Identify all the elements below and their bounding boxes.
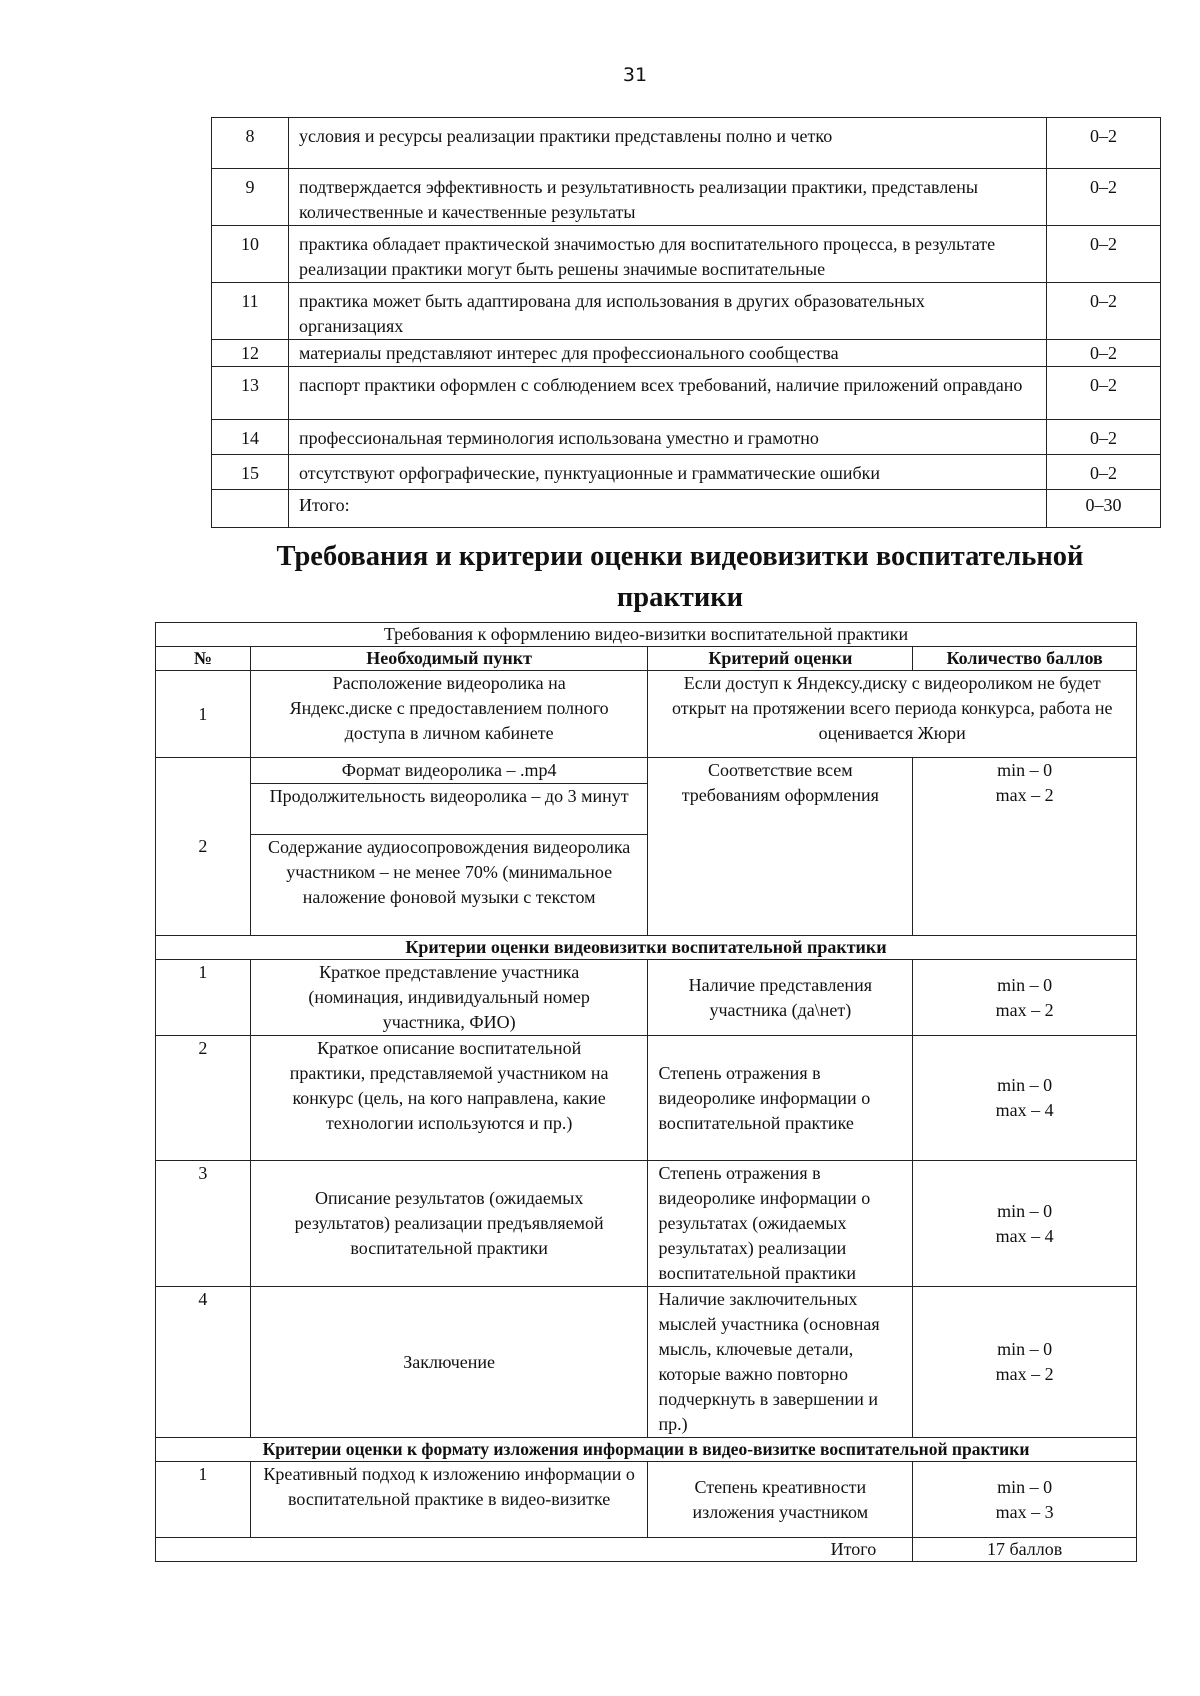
item-text: Краткое описание воспитательной практики, представляемой участником на конкурс (цель, на кого направлена, какие технологии используются и пр.) [250, 1036, 648, 1161]
points-cell [913, 960, 1137, 1036]
item-stack [250, 758, 648, 936]
column-header-number: № [156, 647, 251, 671]
points-min: min – 0 [997, 1476, 1053, 1497]
item-text: Формат видеоролика – .mp4 [251, 758, 648, 784]
item-text: Расположение видеоролика на Яндекс.диске с предоставлением полного доступа в личном кабинете [250, 671, 648, 758]
total-label: Итого: [289, 490, 1047, 528]
video-card-table [155, 622, 1137, 1562]
criterion-text: Степень отражения в видеоролике информации о результатах (ожидаемых результатах) реализации воспитательной практики [648, 1161, 913, 1287]
criterion-text: профессиональная терминология использована уместно и грамотно [289, 420, 1047, 455]
total-label: Итого [156, 1538, 913, 1562]
table-row [212, 340, 1161, 367]
points-min: min – 0 [997, 974, 1053, 995]
points-cell [913, 1462, 1137, 1538]
total-row [156, 1538, 1137, 1562]
score-range: 0–2 [1047, 420, 1161, 455]
table-row [212, 226, 1161, 283]
item-text: Содержание аудиосопровождения видеоролика участником – не менее 70% (минимальное наложение фоновой музыки с текстом [268, 837, 631, 907]
points-min: min – 0 [997, 1200, 1053, 1221]
row-number: 9 [212, 169, 289, 226]
score-range: 0–2 [1047, 340, 1161, 367]
points-cell [913, 758, 1137, 936]
table-row [212, 118, 1161, 169]
item-text: Краткое представление участника (номинация, индивидуальный номер участника, ФИО) [250, 960, 648, 1036]
row-number: 8 [212, 118, 289, 169]
table-row [212, 283, 1161, 340]
table-row [156, 671, 1137, 758]
heading-line-1: Требования и критерии оценки видеовизитки воспитательной [276, 541, 1084, 572]
item-text: Продолжительность видеоролика – до 3 минут [251, 784, 648, 835]
points-min: min – 0 [997, 1075, 1053, 1095]
total-score: 0–30 [1047, 490, 1161, 528]
score-range: 0–2 [1047, 283, 1161, 340]
item-text: Заключение [250, 1287, 648, 1438]
criterion-text: Наличие представления участника (да\нет) [648, 960, 913, 1036]
criterion-text: Степень отражения в видеоролике информации о воспитательной практике [648, 1036, 913, 1161]
points-min: min – 0 [997, 1339, 1053, 1359]
item-text: Описание результатов (ожидаемых результатов) реализации предъявляемой воспитательной практики [250, 1161, 648, 1287]
row-number: 1 [156, 671, 251, 758]
criterion-text: практика обладает практической значимостью для воспитательного процесса, в результате реализации практики могут быть решены значимые воспитательные [289, 226, 1047, 283]
criteria-table-continued [211, 117, 1161, 528]
points-max: max – 4 [995, 1225, 1054, 1246]
row-number: 2 [156, 758, 251, 936]
row-number: 2 [156, 1036, 251, 1161]
section-title-row [156, 1438, 1137, 1462]
criterion-text: Наличие заключительных мыслей участника (основная мысль, ключевые детали, которые важно повторно подчеркнуть в завершении и пр.) [648, 1287, 913, 1438]
item-text: Креативный подход к изложению информации о воспитательной практике в видео-визитке [250, 1462, 648, 1538]
score-range: 0–2 [1047, 226, 1161, 283]
points-max: max – 2 [995, 1364, 1054, 1384]
points-max: max – 3 [995, 1501, 1054, 1522]
points-max: max – 2 [995, 999, 1054, 1020]
table-row [156, 1287, 1137, 1438]
points-min: min – 0 [997, 760, 1053, 780]
table-row [212, 169, 1161, 226]
row-number: 3 [156, 1161, 251, 1287]
column-header-item: Необходимый пункт [250, 647, 648, 671]
section-title-criteria: Критерии оценки видеовизитки воспитательной практики [156, 936, 1137, 960]
section-heading [230, 536, 1130, 618]
criterion-text: Если доступ к Яндексу.диску с видеороликом не будет открыт на протяжении всего периода конкурса, работа не оценивается Жюри [648, 671, 1137, 758]
table-row [156, 1462, 1137, 1538]
score-range: 0–2 [1047, 118, 1161, 169]
criterion-text: паспорт практики оформлен с соблюдением всех требований, наличие приложений оправдано [289, 367, 1047, 420]
table-row [156, 960, 1137, 1036]
points-max: max – 4 [995, 1100, 1054, 1120]
row-number: 4 [156, 1287, 251, 1438]
table-row [156, 1161, 1137, 1287]
points-max: max – 2 [995, 785, 1054, 805]
total-value: 17 баллов [913, 1538, 1137, 1562]
criterion-text: Степень креативности изложения участником [648, 1462, 913, 1538]
row-number: 1 [156, 1462, 251, 1538]
criterion-text: практика может быть адаптирована для использования в других образовательных организациях [289, 283, 1047, 340]
total-row [212, 490, 1161, 528]
row-number: 12 [212, 340, 289, 367]
row-number: 1 [156, 960, 251, 1036]
column-header-row [156, 647, 1137, 671]
section-title-row [156, 936, 1137, 960]
table-row [156, 1036, 1137, 1161]
points-cell [913, 1287, 1137, 1438]
section-title-format: Критерии оценки к формату изложения информации в видео-визитке воспитательной практики [156, 1438, 1137, 1462]
criterion-text: подтверждается эффективность и результативность реализации практики, представлены количественные и качественные результаты [289, 169, 1047, 226]
row-number: 13 [212, 367, 289, 420]
criterion-text: отсутствуют орфографические, пунктуационные и грамматические ошибки [289, 455, 1047, 490]
row-number: 14 [212, 420, 289, 455]
heading-line-2: практики [616, 582, 744, 613]
criterion-text: материалы представляют интерес для профессионального сообщества [289, 340, 1047, 367]
row-number: 10 [212, 226, 289, 283]
score-range: 0–2 [1047, 455, 1161, 490]
points-cell [913, 1036, 1137, 1161]
table-row [212, 420, 1161, 455]
item-stack-table [251, 758, 648, 935]
column-header-criterion: Критерий оценки [648, 647, 913, 671]
table-row [212, 367, 1161, 420]
points-cell [913, 1161, 1137, 1287]
score-range: 0–2 [1047, 169, 1161, 226]
table-row [156, 758, 1137, 936]
criterion-text: Соответствие всем требованиям оформления [648, 758, 913, 936]
criterion-text: условия и ресурсы реализации практики представлены полно и четко [289, 118, 1047, 169]
score-range: 0–2 [1047, 367, 1161, 420]
table-row [212, 455, 1161, 490]
empty-cell [212, 490, 289, 528]
column-header-points: Количество баллов [913, 647, 1137, 671]
page-number: 31 [622, 64, 648, 86]
row-number: 11 [212, 283, 289, 340]
row-number: 15 [212, 455, 289, 490]
section-title-requirements: Требования к оформлению видео-визитки воспитательной практики [156, 623, 1137, 647]
section-title-row [156, 623, 1137, 647]
